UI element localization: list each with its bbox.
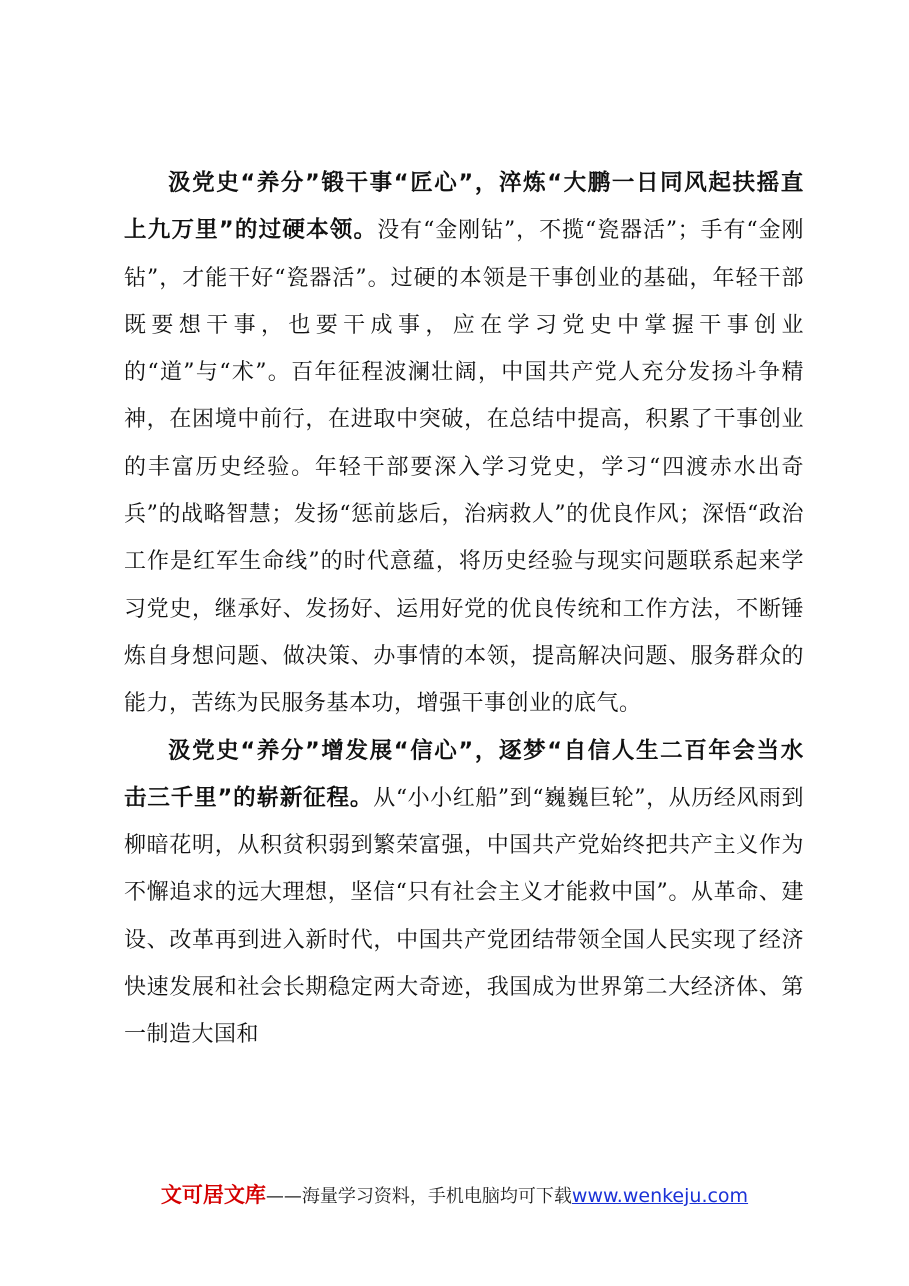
- paragraph-1: [124, 160, 804, 728]
- paragraph-2: [124, 728, 804, 1059]
- paragraph-2-body: 从“小小红船”到“巍巍巨轮”，从历经风雨到柳暗花明，从积贫积弱到繁荣富强，中国共产党始终把共产主义作为不懈追求的远大理想，坚信“只有社会主义才能救中国”。从革命、建设、改革再到进入新时代，中国共产党团结带领全国人民实现了经济快速发展和社会长期稳定两大奇迹，我国成为世界第二大经济体、第一制造大国和: [124, 785, 804, 1048]
- footer-banner: [0, 1180, 909, 1212]
- paragraph-1-body: 没有“金刚钻”，不揽“瓷器活”；手有“金刚钻”，才能干好“瓷器活”。过硬的本领是干事创业的基础，年轻干部既要想干事，也要干成事，应在学习党史中掌握干事创业的“道”与“术”。百年征程波澜壮阔，中国共产党人充分发扬斗争精神，在困境中前行，在进取中突破，在总结中提高，积累了干事创业的丰富历史经验。年轻干部要深入学习党史，学习“四渡赤水出奇兵”的战略智慧；发扬“惩前毖后，治病救人”的优良作风；深悟“政治工作是红军生命线”的时代意蕴，将历史经验与现实问题联系起来学习党史，继承好、发扬好、运用好党的优良传统和工作方法，不断锤炼自身想问题、做决策、办事情的本领，提高解决问题、服务群众的能力，苦练为民服务基本功，增强干事创业的底气。: [124, 218, 804, 717]
- footer-slogan: ——海量学习资料，手机电脑均可下载: [265, 1186, 572, 1207]
- document-body: [124, 160, 804, 1059]
- footer-brand: 文可居文库: [160, 1183, 266, 1207]
- footer-site-link[interactable]: www.wenkeju.com: [571, 1185, 749, 1207]
- paragraph-2-lead: 汲党史“养分”增发展“信心”，逐梦“自信人生二百年会当水击三千里”的崭新征程。: [124, 737, 804, 811]
- paragraph-1-lead: 汲党史“养分”锻干事“匠心”，淬炼“大鹏一日同风起扶摇直上九万里”的过硬本领。: [124, 170, 804, 244]
